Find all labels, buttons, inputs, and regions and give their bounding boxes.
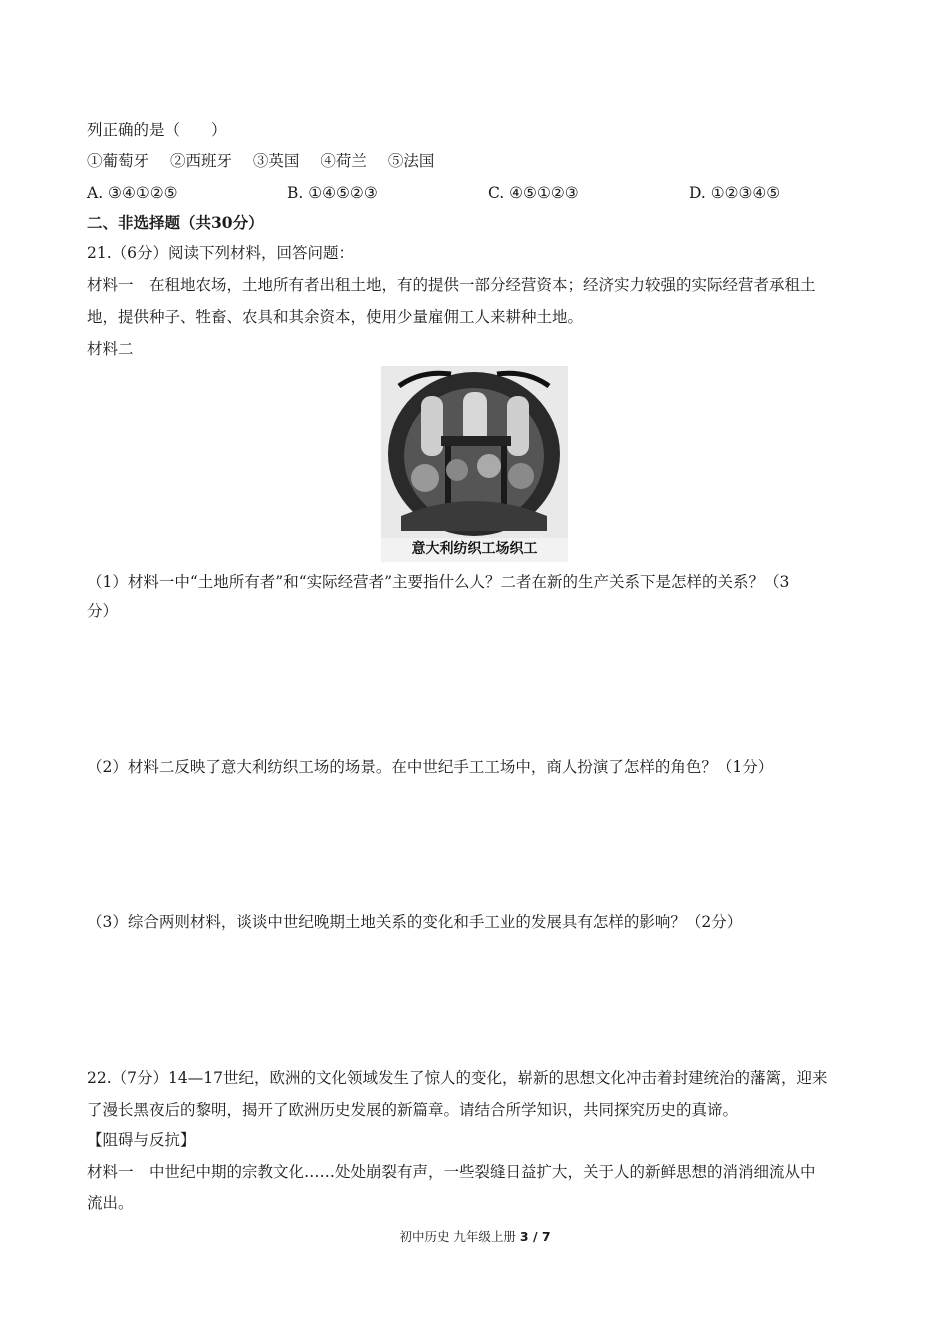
footer-label: 初中历史 九年级上册 — [399, 1229, 520, 1244]
q21-material2-label: 材料二 — [87, 340, 134, 358]
q20-option-b: B. ①④⑤②③ — [287, 184, 378, 202]
q21-intro: 21.（6分）阅读下列材料，回答问题： — [87, 244, 355, 262]
q20-choice-2: ②西班牙 — [169, 152, 232, 170]
q22-material1-line1: 材料一 中世纪中期的宗教文化……处处崩裂有声，一些裂缝日益扩大，关于人的新鲜思想的消消细流从中 — [87, 1163, 816, 1181]
q21-material1-line1: 材料一 在租地农场，土地所有者出租土地，有的提供一部分经营资本；经济实力较强的实际经营者承租土 — [87, 276, 816, 294]
q20-stem-tail: 列正确的是（ ） — [87, 121, 227, 139]
q20-choice-list — [87, 149, 450, 173]
q21-sub1-line2: 分） — [87, 602, 119, 620]
textile-workshop-image — [381, 366, 568, 562]
q20-choice-5: ⑤法国 — [387, 152, 435, 170]
q21-sub2: （2）材料二反映了意大利纺织工场的场景。在中世纪手工工场中，商人扮演了怎样的角色？（1分） — [87, 758, 774, 776]
workshop-illustration — [381, 366, 568, 538]
q22-section-heading: 【阻碍与反抗】 — [87, 1131, 196, 1149]
q20-option-c: C. ④⑤①②③ — [488, 184, 579, 202]
q22-intro-line1: 22.（7分）14—17世纪，欧洲的文化领域发生了惊人的变化，崭新的思想文化冲击着封建统治的藩篱，迎来 — [87, 1069, 828, 1087]
q21-sub3: （3）综合两则材料，谈谈中世纪晚期土地关系的变化和手工业的发展具有怎样的影响？（2分） — [87, 913, 743, 931]
q21-sub1-line1: （1）材料一中“土地所有者”和“实际经营者”主要指什么人？二者在新的生产关系下是怎样的关系？（3 — [87, 573, 790, 591]
page-number: 3 / 7 — [519, 1229, 551, 1244]
page-footer — [0, 1227, 950, 1247]
q21-material1-line2: 地，提供种子、牲畜、农具和其余资本，使用少量雇佣工人来耕种土地。 — [87, 308, 584, 326]
q20-option-d: D. ①②③④⑤ — [689, 184, 781, 202]
q20-choice-4: ④荷兰 — [320, 152, 367, 170]
q20-option-a: A. ③④①②⑤ — [87, 184, 178, 202]
q22-material1-line2: 流出。 — [87, 1194, 134, 1212]
q20-choice-1: ①葡萄牙 — [87, 152, 150, 170]
section-title: 二、非选择题（共30分） — [87, 213, 264, 232]
q20-choice-3: ③英国 — [252, 152, 300, 170]
q22-intro-line2: 了漫长黑夜后的黎明，揭开了欧洲历史发展的新篇章。请结合所学知识，共同探究历史的真谛。 — [87, 1101, 739, 1119]
image-caption: 意大利纺织工场织工 — [411, 541, 538, 557]
